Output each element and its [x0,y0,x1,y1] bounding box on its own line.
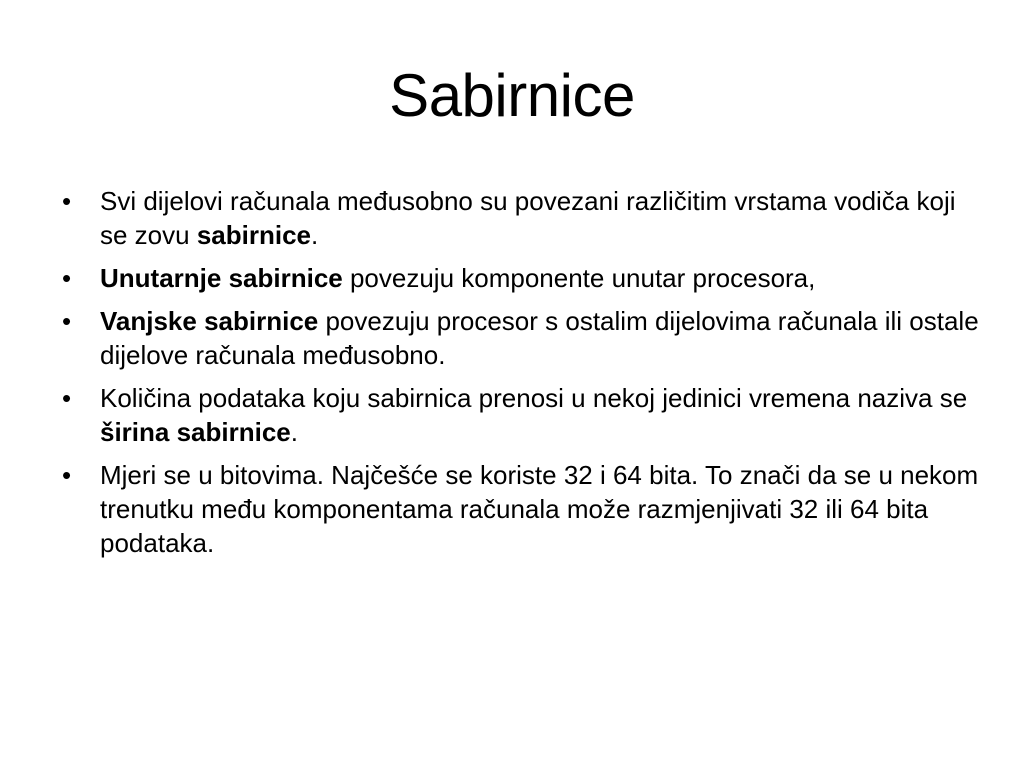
bold-term: širina sabirnice [100,417,291,447]
bullet-marker: • [62,263,72,293]
bold-term: Vanjske sabirnice [100,306,319,336]
bullet-text [100,306,979,370]
bullet-text [100,460,978,558]
bullet-text [100,263,815,293]
bullet-text-segment: Mjeri se u bitovima. Najčešće se koriste 32 i 64 bita. To znači da se u nekom trenutku među komponentama računala može razmjenjivati 32 ili 64 bita podataka. [100,460,979,558]
bullet-text [100,186,956,250]
bullet-marker: • [62,306,72,336]
bullet-marker: • [62,460,72,490]
bullet-item [62,458,982,560]
bullet-text-segment: Količina podataka koju sabirnica prenosi u nekoj jedinici vremena naziva se [100,383,968,413]
bullet-text [100,383,967,447]
bullet-text-segment: . [290,417,298,447]
bold-term: Unutarnje sabirnice [100,263,343,293]
bullet-text-segment: povezuju komponente unutar procesora, [342,263,816,293]
bullet-marker: • [62,383,72,413]
bullet-text-segment: Svi dijelovi računala međusobno su povezani različitim vrstama vodiča koji se zovu [100,186,956,250]
bullet-item [62,184,982,252]
bullet-item [62,304,982,372]
bullet-item [62,381,982,449]
bullet-text-segment: . [311,220,319,250]
bullet-marker: • [62,186,72,216]
bullet-list [62,184,982,569]
bullet-text-segment: povezuju procesor s ostalim dijelovima računala ili ostale dijelove računala međusobno. [100,306,979,370]
slide-title: Sabirnice [389,62,635,129]
bold-term: sabirnice [196,220,311,250]
bullet-item [62,261,982,295]
